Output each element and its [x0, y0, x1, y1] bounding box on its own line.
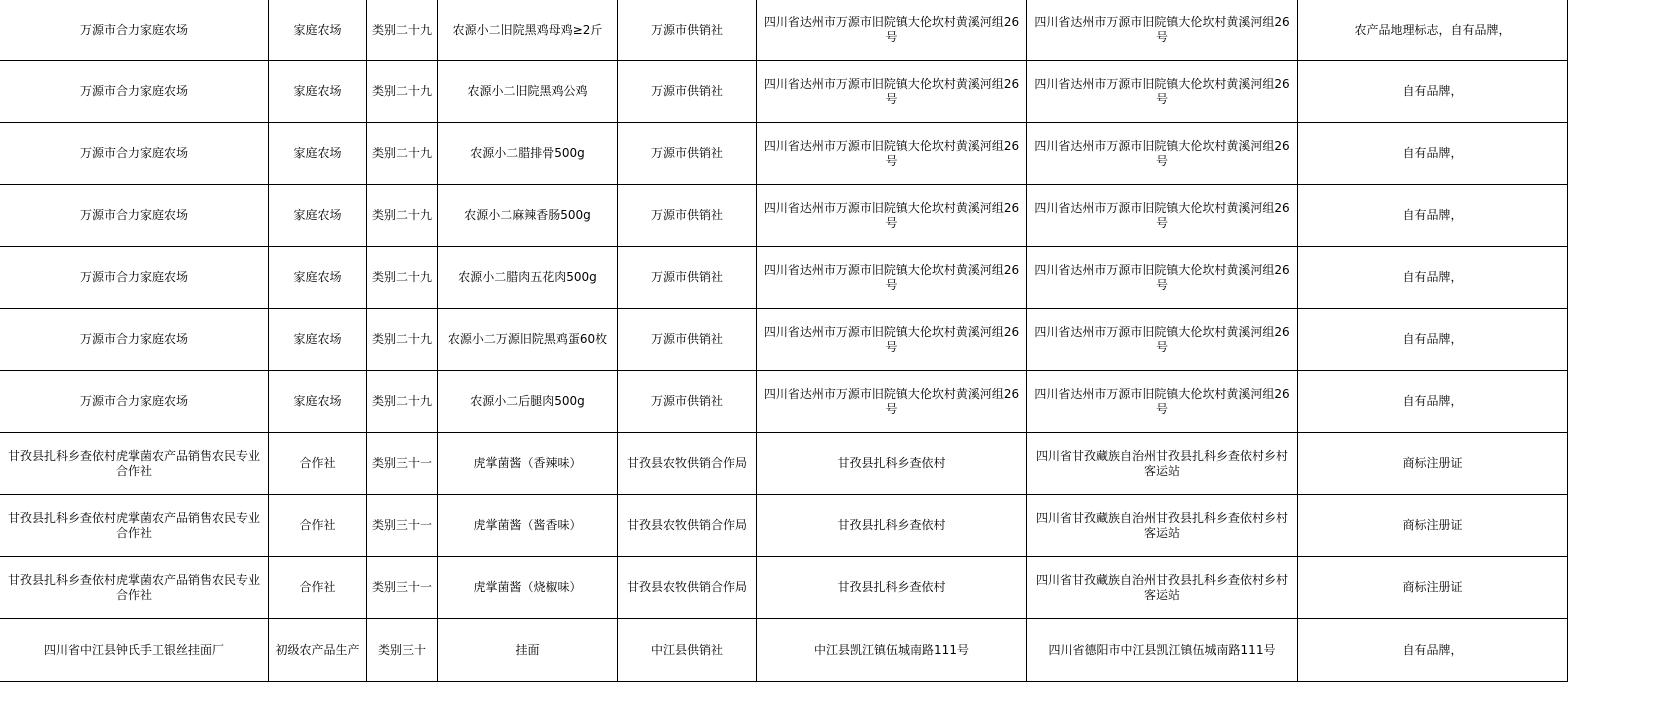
product-name-cell[interactable]: 农源小二旧院黑鸡公鸡: [438, 61, 618, 123]
product-name-cell[interactable]: 虎掌菌酱（烧椒味）: [438, 557, 618, 619]
empty-cell[interactable]: [1568, 557, 1673, 619]
category-cell[interactable]: 类别二十九: [367, 247, 438, 309]
entity-type-cell[interactable]: 家庭农场: [269, 371, 367, 433]
recommender-cell[interactable]: 甘孜县农牧供销合作局: [618, 557, 757, 619]
entity-name-cell[interactable]: 甘孜县扎科乡查依村虎掌菌农产品销售农民专业合作社: [0, 433, 269, 495]
production-address-cell[interactable]: 四川省达州市万源市旧院镇大伦坎村黄溪河组26号: [757, 247, 1027, 309]
remarks-cell[interactable]: 自有品牌，: [1298, 123, 1568, 185]
table-row: [0, 0, 1673, 61]
entity-type-cell[interactable]: 合作社: [269, 495, 367, 557]
production-address-cell[interactable]: 中江县凯江镇伍城南路111号: [757, 619, 1027, 682]
entity-name-cell[interactable]: 万源市合力家庭农场: [0, 247, 269, 309]
product-name-cell[interactable]: 农源小二腊排骨500g: [438, 123, 618, 185]
remarks-cell[interactable]: 商标注册证: [1298, 433, 1568, 495]
entity-type-cell[interactable]: 家庭农场: [269, 185, 367, 247]
entity-type-cell[interactable]: 家庭农场: [269, 123, 367, 185]
business-address-cell[interactable]: 四川省甘孜藏族自治州甘孜县扎科乡查依村乡村客运站: [1027, 557, 1298, 619]
recommender-cell[interactable]: 万源市供销社: [618, 247, 757, 309]
category-cell[interactable]: 类别三十: [367, 619, 438, 682]
table-row: [0, 247, 1673, 309]
recommender-cell[interactable]: 中江县供销社: [618, 619, 757, 682]
remarks-cell[interactable]: 商标注册证: [1298, 557, 1568, 619]
table-row: [0, 371, 1673, 433]
recommender-cell[interactable]: 万源市供销社: [618, 61, 757, 123]
business-address-cell[interactable]: 四川省达州市万源市旧院镇大伦坎村黄溪河组26号: [1027, 185, 1298, 247]
entity-type-cell[interactable]: 家庭农场: [269, 309, 367, 371]
entity-name-cell[interactable]: 四川省中江县钟氏手工银丝挂面厂: [0, 619, 269, 682]
recommender-cell[interactable]: 甘孜县农牧供销合作局: [618, 433, 757, 495]
table-row: [0, 185, 1673, 247]
business-address-cell[interactable]: 四川省达州市万源市旧院镇大伦坎村黄溪河组26号: [1027, 61, 1298, 123]
table-row: [0, 123, 1673, 185]
table-row: [0, 309, 1673, 371]
empty-cell[interactable]: [1568, 185, 1673, 247]
empty-cell[interactable]: [1568, 123, 1673, 185]
table-row: [0, 557, 1673, 619]
remarks-cell[interactable]: 农产品地理标志，自有品牌，: [1298, 0, 1568, 61]
production-address-cell[interactable]: 四川省达州市万源市旧院镇大伦坎村黄溪河组26号: [757, 371, 1027, 433]
empty-cell[interactable]: [1568, 619, 1673, 682]
entity-type-cell[interactable]: 初级农产品生产: [269, 619, 367, 682]
empty-cell[interactable]: [1568, 371, 1673, 433]
production-address-cell[interactable]: 四川省达州市万源市旧院镇大伦坎村黄溪河组26号: [757, 123, 1027, 185]
production-address-cell[interactable]: 四川省达州市万源市旧院镇大伦坎村黄溪河组26号: [757, 61, 1027, 123]
product-name-cell[interactable]: 农源小二旧院黑鸡母鸡≥2斤: [438, 0, 618, 61]
category-cell[interactable]: 类别三十一: [367, 557, 438, 619]
business-address-cell[interactable]: 四川省德阳市中江县凯江镇伍城南路111号: [1027, 619, 1298, 682]
entity-type-cell[interactable]: 家庭农场: [269, 247, 367, 309]
remarks-cell[interactable]: 自有品牌，: [1298, 247, 1568, 309]
product-name-cell[interactable]: 虎掌菌酱（香辣味）: [438, 433, 618, 495]
category-cell[interactable]: 类别三十一: [367, 495, 438, 557]
production-address-cell[interactable]: 甘孜县扎科乡查依村: [757, 557, 1027, 619]
remarks-cell[interactable]: 自有品牌，: [1298, 61, 1568, 123]
entity-name-cell[interactable]: 万源市合力家庭农场: [0, 123, 269, 185]
business-address-cell[interactable]: 四川省达州市万源市旧院镇大伦坎村黄溪河组26号: [1027, 309, 1298, 371]
recommender-cell[interactable]: 万源市供销社: [618, 371, 757, 433]
category-cell[interactable]: 类别二十九: [367, 123, 438, 185]
empty-cell[interactable]: [1568, 247, 1673, 309]
business-address-cell[interactable]: 四川省达州市万源市旧院镇大伦坎村黄溪河组26号: [1027, 0, 1298, 61]
entity-name-cell[interactable]: 万源市合力家庭农场: [0, 61, 269, 123]
table-row: [0, 619, 1673, 682]
production-address-cell[interactable]: 甘孜县扎科乡查依村: [757, 495, 1027, 557]
product-name-cell[interactable]: 农源小二腊肉五花肉500g: [438, 247, 618, 309]
entity-name-cell[interactable]: 万源市合力家庭农场: [0, 371, 269, 433]
recommender-cell[interactable]: 甘孜县农牧供销合作局: [618, 495, 757, 557]
category-cell[interactable]: 类别二十九: [367, 61, 438, 123]
empty-cell[interactable]: [1568, 309, 1673, 371]
business-address-cell[interactable]: 四川省达州市万源市旧院镇大伦坎村黄溪河组26号: [1027, 123, 1298, 185]
entity-name-cell[interactable]: 万源市合力家庭农场: [0, 185, 269, 247]
entity-name-cell[interactable]: 甘孜县扎科乡查依村虎掌菌农产品销售农民专业合作社: [0, 557, 269, 619]
recommender-cell[interactable]: 万源市供销社: [618, 0, 757, 61]
entity-name-cell[interactable]: 甘孜县扎科乡查依村虎掌菌农产品销售农民专业合作社: [0, 495, 269, 557]
production-address-cell[interactable]: 四川省达州市万源市旧院镇大伦坎村黄溪河组26号: [757, 0, 1027, 61]
remarks-cell[interactable]: 自有品牌，: [1298, 309, 1568, 371]
category-cell[interactable]: 类别二十九: [367, 185, 438, 247]
category-cell[interactable]: 类别二十九: [367, 371, 438, 433]
remarks-cell[interactable]: 自有品牌，: [1298, 371, 1568, 433]
remarks-cell[interactable]: 自有品牌，: [1298, 185, 1568, 247]
table-row: [0, 433, 1673, 495]
category-cell[interactable]: 类别三十一: [367, 433, 438, 495]
business-address-cell[interactable]: 四川省甘孜藏族自治州甘孜县扎科乡查依村乡村客运站: [1027, 433, 1298, 495]
production-address-cell[interactable]: 四川省达州市万源市旧院镇大伦坎村黄溪河组26号: [757, 185, 1027, 247]
empty-cell[interactable]: [1568, 0, 1673, 61]
entity-type-cell[interactable]: 合作社: [269, 557, 367, 619]
product-name-cell[interactable]: 农源小二麻辣香肠500g: [438, 185, 618, 247]
empty-cell[interactable]: [1568, 61, 1673, 123]
product-name-cell[interactable]: 虎掌菌酱（酱香味）: [438, 495, 618, 557]
production-address-cell[interactable]: 甘孜县扎科乡查依村: [757, 433, 1027, 495]
production-address-cell[interactable]: 四川省达州市万源市旧院镇大伦坎村黄溪河组26号: [757, 309, 1027, 371]
table-row: [0, 495, 1673, 557]
category-cell[interactable]: 类别二十九: [367, 0, 438, 61]
entity-type-cell[interactable]: 家庭农场: [269, 0, 367, 61]
category-cell[interactable]: 类别二十九: [367, 309, 438, 371]
empty-cell[interactable]: [1568, 433, 1673, 495]
product-name-cell[interactable]: 农源小二万源旧院黑鸡蛋60枚: [438, 309, 618, 371]
recommender-cell[interactable]: 万源市供销社: [618, 123, 757, 185]
product-name-cell[interactable]: 农源小二后腿肉500g: [438, 371, 618, 433]
remarks-cell[interactable]: 商标注册证: [1298, 495, 1568, 557]
recommender-cell[interactable]: 万源市供销社: [618, 309, 757, 371]
empty-cell[interactable]: [1568, 495, 1673, 557]
entity-name-cell[interactable]: 万源市合力家庭农场: [0, 0, 269, 61]
entity-type-cell[interactable]: 家庭农场: [269, 61, 367, 123]
business-address-cell[interactable]: 四川省甘孜藏族自治州甘孜县扎科乡查依村乡村客运站: [1027, 495, 1298, 557]
business-address-cell[interactable]: 四川省达州市万源市旧院镇大伦坎村黄溪河组26号: [1027, 247, 1298, 309]
entity-type-cell[interactable]: 合作社: [269, 433, 367, 495]
entity-name-cell[interactable]: 万源市合力家庭农场: [0, 309, 269, 371]
table-row: [0, 61, 1673, 123]
remarks-cell[interactable]: 自有品牌，: [1298, 619, 1568, 682]
business-address-cell[interactable]: 四川省达州市万源市旧院镇大伦坎村黄溪河组26号: [1027, 371, 1298, 433]
recommender-cell[interactable]: 万源市供销社: [618, 185, 757, 247]
product-name-cell[interactable]: 挂面: [438, 619, 618, 682]
